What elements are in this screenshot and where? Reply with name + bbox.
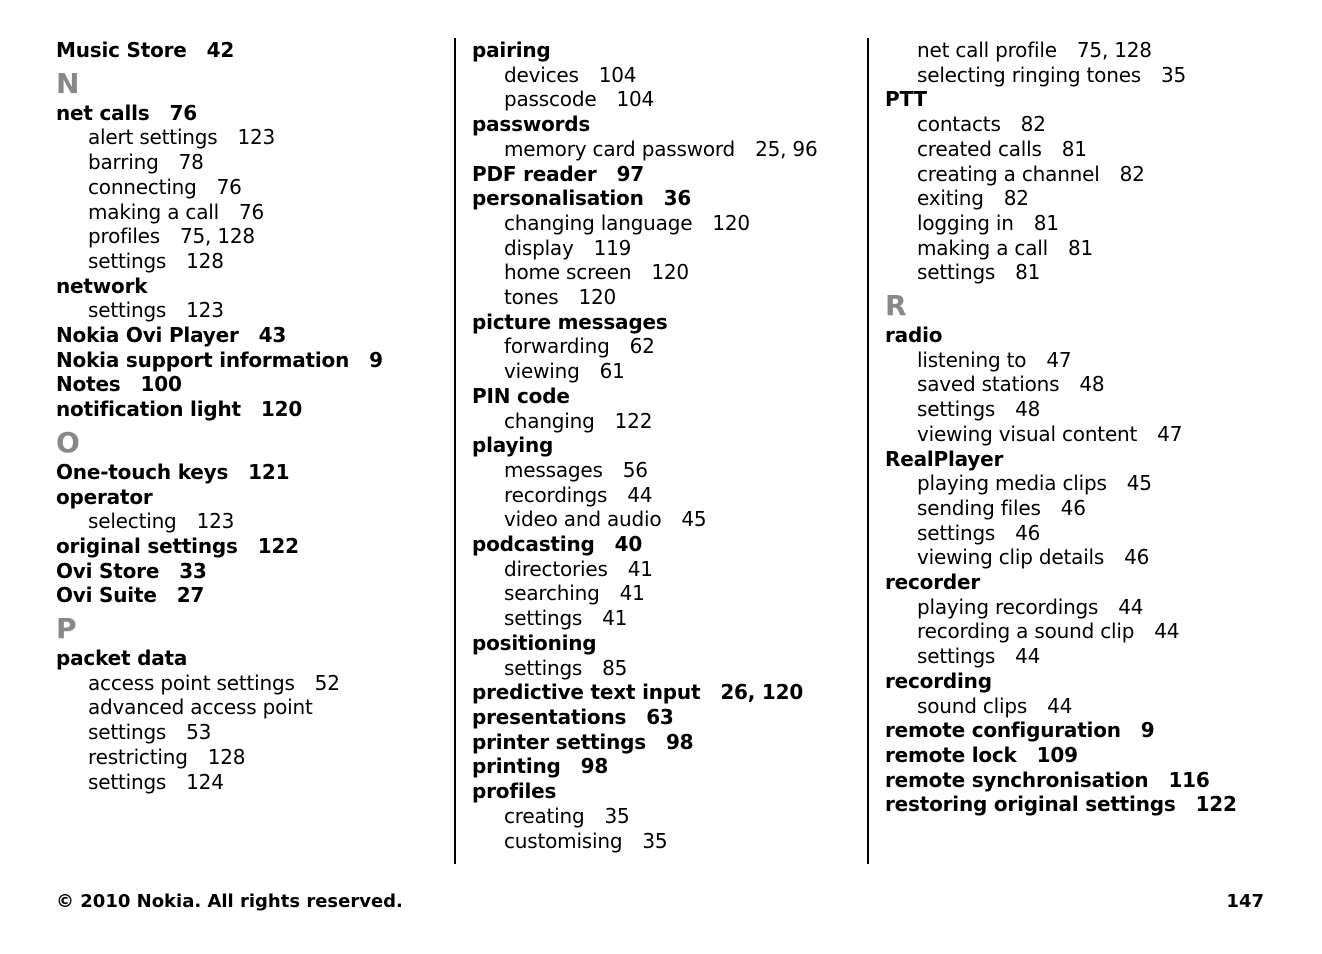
index-subentry [56,509,446,534]
index-subentry [472,63,859,88]
index-subentry [472,483,859,508]
index-subentry [56,298,446,323]
index-page-ref: 120 [651,260,689,285]
index-entry [472,112,859,137]
index-term: passcode [504,87,597,112]
index-term: viewing visual content [917,421,1138,446]
index-page-ref: 128 [207,744,246,769]
index-term: passwords [472,112,591,137]
index-entry [56,323,446,348]
index-term: exiting [917,186,984,211]
index-term: radio [885,323,943,348]
index-page-ref: 82 [1020,112,1046,137]
index-page-ref: 120 [578,285,617,310]
index-term: home screen [504,260,632,285]
index-term: making a call [917,235,1048,260]
index-page-ref: 81 [1015,260,1041,285]
index-subentry [56,249,446,274]
index-term: making a call [88,199,219,224]
index-page-ref: 41 [627,556,653,581]
index-page-ref: 48 [1079,372,1105,397]
index-term: PDF reader [472,161,597,186]
index-page-ref: 124 [186,769,224,794]
index-term: created calls [917,136,1042,161]
index-term: picture messages [472,309,668,334]
index-subentry [56,745,446,770]
index-page-ref: 44 [1154,619,1180,644]
index-term: recording [885,668,992,693]
index-page-ref: 47 [1157,421,1183,446]
index-term: remote configuration [885,718,1121,743]
index-page-ref: 128 [186,248,224,273]
index-entry [56,348,446,373]
index-term: listening to [917,347,1027,372]
index-term: forwarding [504,334,610,359]
index-entry [56,372,446,397]
index-entry [885,768,1287,793]
index-page-ref: 104 [598,62,637,87]
index-page-ref: 35 [642,828,668,853]
index-term: sound clips [917,693,1028,718]
index-term: printer settings [472,729,646,754]
index-page-ref: 104 [616,87,655,112]
index-entry [885,323,1287,348]
index-subentry [472,87,859,112]
index-term: settings [88,298,167,323]
index-page-ref: 122 [1195,792,1237,817]
index-subentry [885,260,1287,285]
index-page-ref: 44 [1015,644,1041,669]
index-entry [885,743,1287,768]
index-subentry [885,63,1287,88]
index-page-ref: 85 [602,655,628,680]
index-column-3 [867,38,1287,864]
index-term: barring [88,150,159,175]
index-term: Ovi Suite [56,583,157,608]
index-column-2 [454,38,859,864]
index-subentry [885,211,1287,236]
index-entry [472,532,859,557]
index-page-ref: 121 [248,459,290,484]
index-page-ref: 35 [1161,62,1187,87]
index-entry [472,779,859,804]
index-term: settings [504,606,583,631]
index-page-ref: 75, 128 [180,224,255,249]
index-page-ref: 100 [140,372,182,397]
index-page-ref: 61 [599,359,625,384]
index-page-ref: 36 [663,186,692,211]
index-term: Nokia support information [56,347,350,372]
index-page-ref: 97 [616,161,644,186]
index-subentry [56,695,446,720]
index-page-ref: 42 [206,38,235,62]
index-entry [56,485,446,510]
index-term: positioning [472,630,597,655]
index-term: Nokia Ovi Player [56,323,239,348]
index-term: One-touch keys [56,459,229,484]
index-entry [885,447,1287,472]
index-section-letter: P [56,612,77,646]
index-entry [885,792,1287,817]
index-subentry [472,557,859,582]
index-page-ref: 116 [1168,767,1210,792]
index-term: settings [917,644,996,669]
index-subentry [885,372,1287,397]
index-term: Notes [56,372,121,397]
index-page-ref: 78 [178,150,204,175]
index-subentry [472,137,859,162]
index-subentry [885,595,1287,620]
index-entry [56,460,446,485]
index-term: network [56,273,148,298]
index-page-ref: 119 [593,235,632,260]
index-term: settings [504,655,583,680]
index-term: packet data [56,646,188,671]
index-entry [56,274,446,299]
index-page-ref: 122 [257,533,299,558]
index-entry [472,384,859,409]
index-page-ref: 76 [238,199,265,224]
index-page-ref: 81 [1061,136,1087,161]
index-page-ref: 52 [314,670,340,695]
index-page-ref: 46 [1060,495,1086,520]
index-term: selecting ringing tones [917,62,1142,87]
index-subentry [885,348,1287,373]
index-term: devices [504,62,579,87]
index-page-ref: 98 [580,754,609,779]
index-term: recorder [885,570,981,595]
index-subentry [472,260,859,285]
index-entry [885,718,1287,743]
index-term: access point settings [88,670,295,695]
index-term: searching [504,581,600,606]
index-term: creating a channel [917,161,1100,186]
index-term: Music Store [56,38,187,62]
index-subentry [472,359,859,384]
index-entry [56,559,446,584]
index-term: printing [472,754,561,779]
index-subentry [472,829,859,854]
index-page-ref: 44 [1047,693,1073,718]
index-entry [472,680,859,705]
index-entry [885,87,1287,112]
index-term: settings [917,397,996,422]
index-term: net calls [56,100,150,125]
index-term: playing recordings [917,594,1099,619]
index-subentry [56,150,446,175]
index-term: presentations [472,704,627,729]
index-page-ref: 9 [369,347,383,372]
index-entry [472,754,859,779]
index-term: restricting [88,744,188,769]
index-page-ref: 25, 96 [755,136,818,161]
index-entry [56,397,446,422]
index-subentry [472,409,859,434]
index-subentry [885,521,1287,546]
index-term: Ovi Store [56,558,160,583]
index-term: net call profile [917,38,1057,62]
index-subentry [56,720,446,745]
index-subentry [885,137,1287,162]
index-page-ref: 33 [179,558,207,583]
index-subentry [472,211,859,236]
index-page-ref: 122 [614,408,653,433]
index-term: podcasting [472,532,595,557]
index-page-ref: 76 [216,174,242,199]
index-subentry [56,125,446,150]
index-page-ref: 109 [1036,742,1078,767]
index-subentry [472,334,859,359]
index-page-ref: 120 [712,210,750,235]
index-page-ref: 63 [646,704,674,729]
index-subentry [472,458,859,483]
index-term: profiles [472,779,557,804]
index-subentry [885,397,1287,422]
index-term: personalisation [472,186,644,211]
index-page-ref: 81 [1033,210,1059,235]
index-term: contacts [917,112,1001,137]
index-entry [472,705,859,730]
index-term: recordings [504,482,608,507]
index-term: tones [504,285,559,310]
index-term: logging in [917,210,1014,235]
index-term: settings [917,520,996,545]
index-page-ref: 44 [1118,594,1144,619]
index-subentry [885,471,1287,496]
index-page-ref: 45 [681,507,707,532]
index-term: RealPlayer [885,446,1004,471]
index-subentry [885,162,1287,187]
index-subentry [472,285,859,310]
index-subentry [885,496,1287,521]
index-term: selecting [88,509,177,534]
index-entry [56,38,446,63]
index-entry [472,38,859,63]
index-page-ref: 43 [258,323,287,348]
index-term: video and audio [504,507,662,532]
index-page-ref: 35 [604,803,630,828]
index-term: recording a sound clip [917,619,1135,644]
index-section-letter: R [885,289,907,323]
index-page-ref: 47 [1046,347,1072,372]
index-subentry [472,507,859,532]
index-term: connecting [88,174,197,199]
index-entry [472,162,859,187]
index-entry [472,433,859,458]
index-entry [885,570,1287,595]
index-page-ref: 123 [186,298,224,323]
index-term: settings [88,720,167,745]
index-entry [472,186,859,211]
index-term: memory card password [504,136,736,161]
index-term: profiles [88,224,160,249]
index-page-ref: 46 [1015,520,1041,545]
index-page-ref: 26, 120 [720,680,804,705]
index-term: messages [504,457,603,482]
index-page-ref: 76 [169,100,197,125]
index-page-ref: 53 [186,720,212,745]
index-term: predictive text input [472,680,701,705]
index-term: creating [504,803,585,828]
index-page-ref: 44 [627,482,653,507]
index-subentry [885,619,1287,644]
index-term: settings [88,769,167,794]
index-section-letter: O [56,425,80,459]
index-entry [472,730,859,755]
index-page-ref: 46 [1124,545,1150,570]
index-term: viewing [504,359,580,384]
index-term: playing [472,433,554,458]
index-entry [56,646,446,671]
index-term: PIN code [472,383,570,408]
index-page-ref: 45 [1126,471,1152,496]
index-term: saved stations [917,372,1060,397]
index-page-ref: 40 [614,532,643,557]
index-subentry [885,545,1287,570]
index-subentry [472,804,859,829]
index-term: PTT [885,87,927,112]
index-subentry [472,606,859,631]
index-term: sending files [917,495,1041,520]
index-term: settings [917,260,996,285]
page-number: 147 [1226,891,1264,912]
index-term: remote synchronisation [885,767,1149,792]
index-page-ref: 62 [629,334,655,359]
index-term: restoring original settings [885,792,1176,817]
index-subentry [472,236,859,261]
index-subentry [885,186,1287,211]
index-term: directories [504,556,608,581]
index-page-ref: 27 [176,583,205,608]
index-term: operator [56,484,153,509]
index-entry [885,669,1287,694]
index-page-ref: 82 [1003,186,1029,211]
index-page-ref: 48 [1015,397,1041,422]
index-page-ref: 123 [196,509,235,534]
index-entry [56,583,446,608]
index-page-ref: 41 [602,606,628,631]
index-subentry [885,644,1287,669]
index-entry [472,631,859,656]
index-entry [56,101,446,126]
index-column-1 [56,38,446,864]
index-subentry [56,224,446,249]
index-subentry [885,112,1287,137]
index-term: original settings [56,533,238,558]
index-subentry [56,175,446,200]
index-page-ref: 82 [1119,161,1145,186]
index-term: changing [504,408,595,433]
index-page-ref: 120 [260,397,303,422]
index-subentry [472,656,859,681]
index-entry [56,534,446,559]
index-subentry [472,581,859,606]
index-page-ref: 56 [622,457,648,482]
index-term: settings [88,248,167,273]
index-subentry [56,770,446,795]
index-term: advanced access point [88,695,313,720]
copyright-notice: © 2010 Nokia. All rights reserved. [56,891,403,912]
index-term: customising [504,828,623,853]
index-subentry [56,200,446,225]
index-page-ref: 41 [619,581,645,606]
index-subentry [885,236,1287,261]
index-page-ref: 75, 128 [1076,38,1152,62]
index-subentry [56,671,446,696]
index-term: viewing clip details [917,545,1105,570]
index-term: alert settings [88,125,218,150]
index-page-ref: 123 [237,125,276,150]
index-subentry [885,694,1287,719]
index-term: notification light [56,397,241,422]
index-section-letter: N [56,66,80,100]
index-subentry [885,422,1287,447]
index-entry [472,310,859,335]
index-term: pairing [472,38,551,62]
index-subentry [885,38,1287,63]
index-term: remote lock [885,742,1017,767]
index-term: display [504,235,574,260]
index-page-ref: 9 [1140,718,1155,743]
index-page-ref: 98 [665,729,694,754]
index-page-ref: 81 [1067,235,1094,260]
index-term: playing media clips [917,471,1107,496]
index-term: changing language [504,210,693,235]
